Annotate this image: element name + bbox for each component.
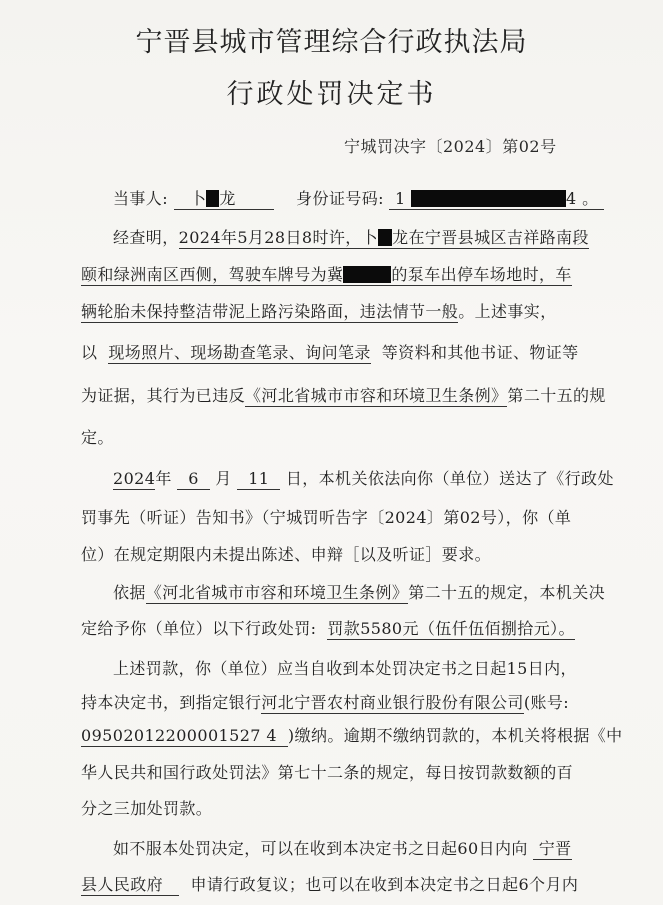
notice-day: 11 [237,469,280,490]
para2-line1: 2024年 6 月 11 日，本机关依法向你（单位）送达了《行政处 [113,469,614,488]
para1-line2: 颐和绿洲南区西侧，驾驶车牌号为冀 的泵车出停车场地时，车 [81,265,572,284]
para4-line2: 持本决定书，到指定银行河北宁晋农村商业银行股份有限公司(账号: [81,693,570,712]
para4-line5: 分之三加处罚款。 [81,799,213,818]
redaction-name-2 [378,229,392,246]
party-name: 卜 龙 [174,189,275,210]
review-authority-b: 县人民政府 [81,875,179,896]
redaction-name [206,190,219,207]
evidence-list: 现场照片、现场勘查笔录、询问笔录 [108,343,371,362]
document-title: 行政处罚决定书 [226,79,437,110]
id-number: 1 4 。 [389,189,604,210]
law-reference: 《河北省城市市容和环境卫生条例》 [245,386,508,405]
party-label: 当事人: [113,189,168,208]
review-authority-a: 宁晋 [533,839,571,860]
redaction-plate [343,266,391,283]
document-number: 宁城罚决字〔2024〕第02号 [344,137,557,156]
para1-line1: 经查明，2024年5月28日8时许，卜 龙在宁晋县城区吉祥路南段 [113,228,589,247]
para4-line3: 09502012200001527 4 )缴纳。逾期不缴纳罚款的，本机关将根据《中 [81,726,623,745]
redaction-id [411,190,566,207]
para5-line1: 如不服本处罚决定，可以在收到本决定书之日起60日内向 宁晋 [113,839,572,858]
para4-line1: 上述罚款，你（单位）应当自收到本处罚决定书之日起15日内， [113,659,577,678]
id-label: 身份证号码: [296,189,384,208]
para1-line3: 辆轮胎未保持整洁带泥上路污染路面，违法情节一般。上述事实， [81,302,557,321]
para1-line5: 为证据，其行为已违反《河北省城市市容和环境卫生条例》第二十五的规 [81,386,606,405]
notice-month: 6 [177,469,210,490]
incident-date: 2024年5月28日8时许， [178,228,362,247]
para5-line2: 县人民政府 申请行政复议；也可以在收到本决定书之日起6个月内 [81,875,579,894]
org-title: 宁晋县城市管理综合行政执法局 [135,27,528,58]
para4-line4: 华人民共和国行政处罚法》第七十二条的规定，每日按罚款数额的百 [81,763,574,782]
para3-line1: 依据《河北省城市市容和环境卫生条例》第二十五的规定，本机关决 [113,583,606,602]
para2-line3: 位）在规定期限内未提出陈述、申辩［以及听证］要求。 [81,545,492,564]
law-reference-2: 《河北省城市市容和环境卫生条例》 [145,583,409,602]
para1-line6: 定。 [81,428,114,447]
para1-line4: 以 现场照片、现场勘查笔录、询问笔录 等资料和其他书证、物证等 [81,343,579,362]
notice-year: 2024 [113,469,156,488]
bank-name: 河北宁晋农村商业银行股份有限公司 [261,693,524,712]
account-number: 09502012200001527 4 [81,726,288,747]
penalty-amount: 罚款5580元（伍仟伍佰捌拾元）。 [327,619,575,638]
para2-line2: 罚事先（听证）告知书》（宁城罚听告字〔2024〕第02号），你（单 [81,508,572,527]
para3-line2: 定给予你（单位）以下行政处罚: 罚款5580元（伍仟伍佰捌拾元）。 [81,619,575,638]
party-line [113,186,604,209]
